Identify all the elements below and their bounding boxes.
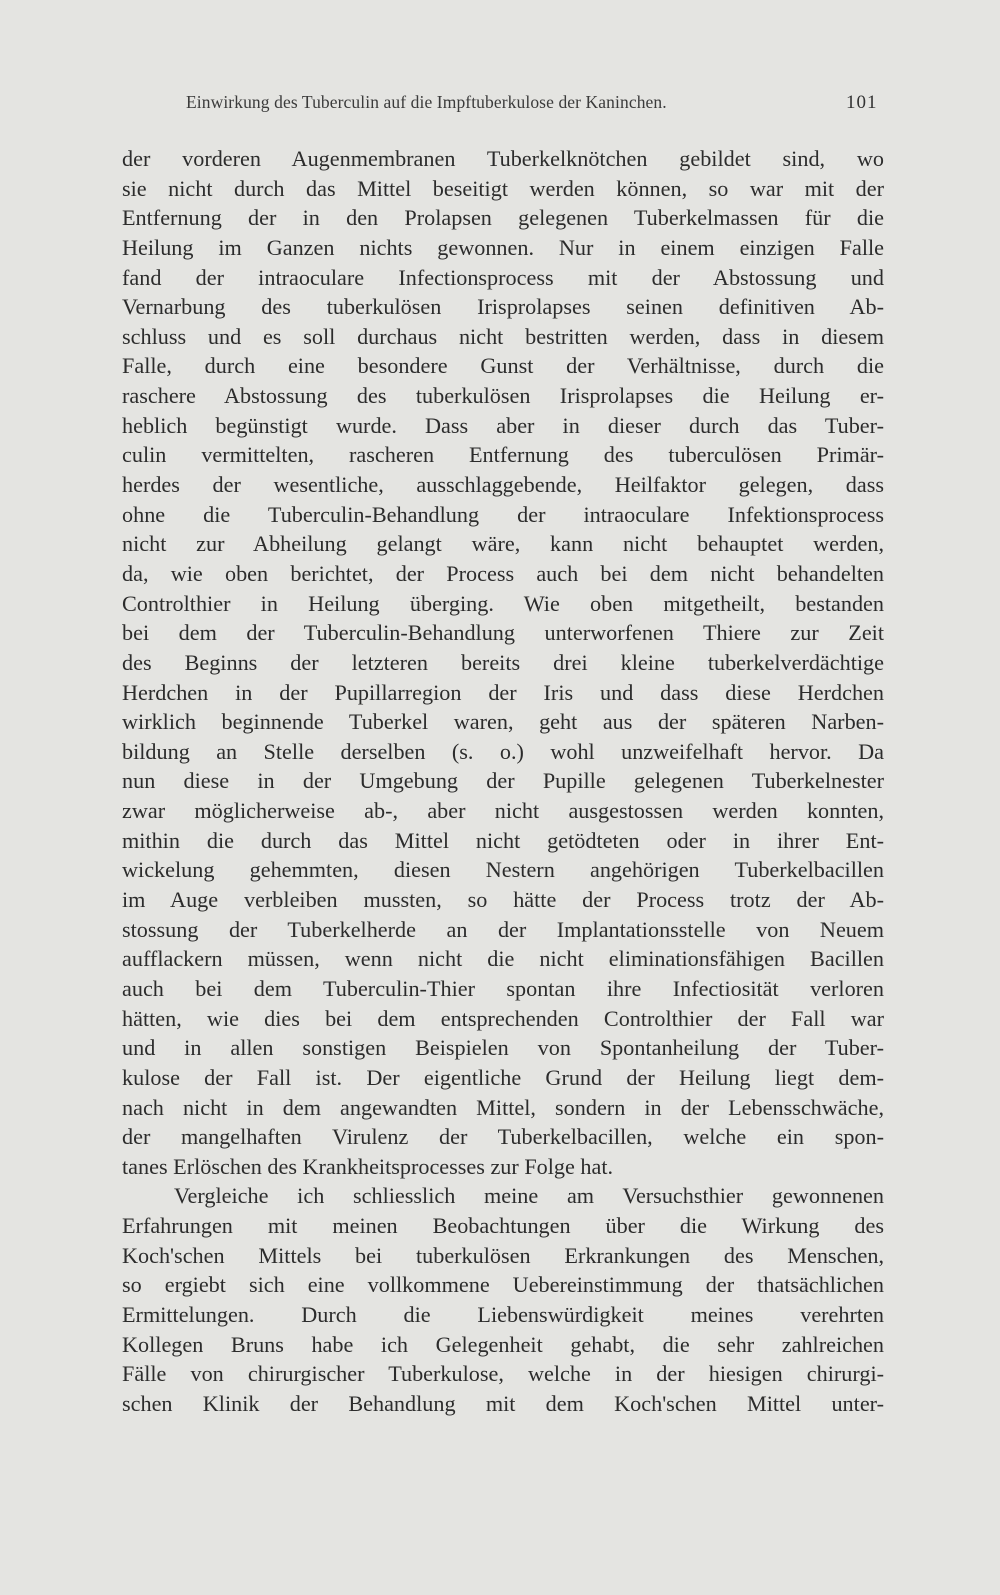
text-line: so ergiebt sich eine vollkommene Uebereinstimmung der thatsächlichen <box>122 1272 884 1298</box>
text-line: stossung der Tuberkelherde an der Implantationsstelle von Neuem <box>122 916 884 942</box>
text-line: nach nicht in dem angewandten Mittel, sondern in der Lebensschwäche, <box>122 1094 884 1120</box>
text-line: culin vermittelten, rascheren Entfernung des tuberculösen Primär- <box>122 442 884 468</box>
text-line: herdes der wesentliche, ausschlaggebende, Heilfaktor gelegen, dass <box>122 472 884 498</box>
text-line: ohne die Tuberculin-Behandlung der intraoculare Infektionsprocess <box>122 501 884 527</box>
body-text <box>122 144 884 1419</box>
text-line: und in allen sonstigen Beispielen von Spontanheilung der Tuber- <box>122 1035 884 1061</box>
text-line: bei dem der Tuberculin-Behandlung unterworfenen Thiere zur Zeit <box>122 620 884 646</box>
text-line: sie nicht durch das Mittel beseitigt werden können, so war mit der <box>122 175 884 201</box>
text-line: nun diese in der Umgebung der Pupille gelegenen Tuberkelnester <box>122 768 884 794</box>
text-line: Kollegen Bruns habe ich Gelegenheit gehabt, die sehr zahlreichen <box>122 1331 884 1357</box>
paragraph-1 <box>122 144 884 1181</box>
text-line: Koch'schen Mittels bei tuberkulösen Erkrankungen des Menschen, <box>122 1242 884 1268</box>
page-number: 101 <box>846 92 878 113</box>
text-line: Controlthier in Heilung überging. Wie oben mitgetheilt, bestanden <box>122 590 884 616</box>
text-line: Erfahrungen mit meinen Beobachtungen über die Wirkung des <box>122 1213 884 1239</box>
text-line: wickelung gehemmten, diesen Nestern angehörigen Tuberkelbacillen <box>122 857 884 883</box>
text-line: im Auge verbleiben mussten, so hätte der Process trotz der Ab- <box>122 887 884 913</box>
text-line: Falle, durch eine besondere Gunst der Verhältnisse, durch die <box>122 353 884 379</box>
text-line: da, wie oben berichtet, der Process auch bei dem nicht behandelten <box>122 560 884 586</box>
text-line: nicht zur Abheilung gelangt wäre, kann nicht behauptet werden, <box>122 531 884 557</box>
text-line: aufflackern müssen, wenn nicht die nicht eliminationsfähigen Bacillen <box>122 946 884 972</box>
text-line: Vernarbung des tuberkulösen Irisprolapses seinen definitiven Ab- <box>122 294 884 320</box>
text-line: mithin die durch das Mittel nicht getödteten oder in ihrer Ent- <box>122 827 884 853</box>
text-line: Fälle von chirurgischer Tuberkulose, welche in der hiesigen chirurgi- <box>122 1361 884 1387</box>
text-line: der mangelhaften Virulenz der Tuberkelbacillen, welche ein spon- <box>122 1124 884 1150</box>
text-line: hätten, wie dies bei dem entsprechenden Controlthier der Fall war <box>122 1005 884 1031</box>
text-line: raschere Abstossung des tuberkulösen Irisprolapses die Heilung er- <box>122 383 884 409</box>
text-line: wirklich beginnende Tuberkel waren, geht aus der späteren Narben- <box>122 709 884 735</box>
running-head: Einwirkung des Tuberculin auf die Impftuberkulose der Kaninchen. <box>186 92 667 112</box>
text-line: auch bei dem Tuberculin-Thier spontan ihre Infectiosität verloren <box>122 975 884 1001</box>
text-line: zwar möglicherweise ab-, aber nicht ausgestossen werden konnten, <box>122 798 884 824</box>
text-line: Vergleiche ich schliesslich meine am Versuchsthier gewonnenen <box>174 1183 884 1209</box>
text-line: tanes Erlöschen des Krankheitsprocesses zur Folge hat. <box>122 1153 614 1179</box>
text-line: schluss und es soll durchaus nicht bestritten werden, dass in diesem <box>122 323 884 349</box>
text-line: kulose der Fall ist. Der eigentliche Grund der Heilung liegt dem- <box>122 1064 884 1090</box>
text-line: Ermittelungen. Durch die Liebenswürdigkeit meines verehrten <box>122 1301 884 1327</box>
text-line: heblich begünstigt wurde. Dass aber in dieser durch das Tuber- <box>122 412 884 438</box>
text-line: der vorderen Augenmembranen Tuberkelknötchen gebildet sind, wo <box>122 146 884 171</box>
text-line: schen Klinik der Behandlung mit dem Koch'schen Mittel unter- <box>122 1390 884 1416</box>
text-line: Entfernung der in den Prolapsen gelegenen Tuberkelmassen für die <box>122 205 884 231</box>
text-line: Herdchen in der Pupillarregion der Iris und dass diese Herdchen <box>122 679 884 705</box>
text-line: fand der intraoculare Infectionsprocess mit der Abstossung und <box>122 264 884 290</box>
paragraph-2 <box>122 1181 884 1418</box>
text-line: des Beginns der letzteren bereits drei kleine tuberkelverdächtige <box>122 649 884 675</box>
text-line: Heilung im Ganzen nichts gewonnen. Nur in einem einzigen Falle <box>122 234 884 260</box>
text-line: bildung an Stelle derselben (s. o.) wohl unzweifelhaft hervor. Da <box>122 738 884 764</box>
